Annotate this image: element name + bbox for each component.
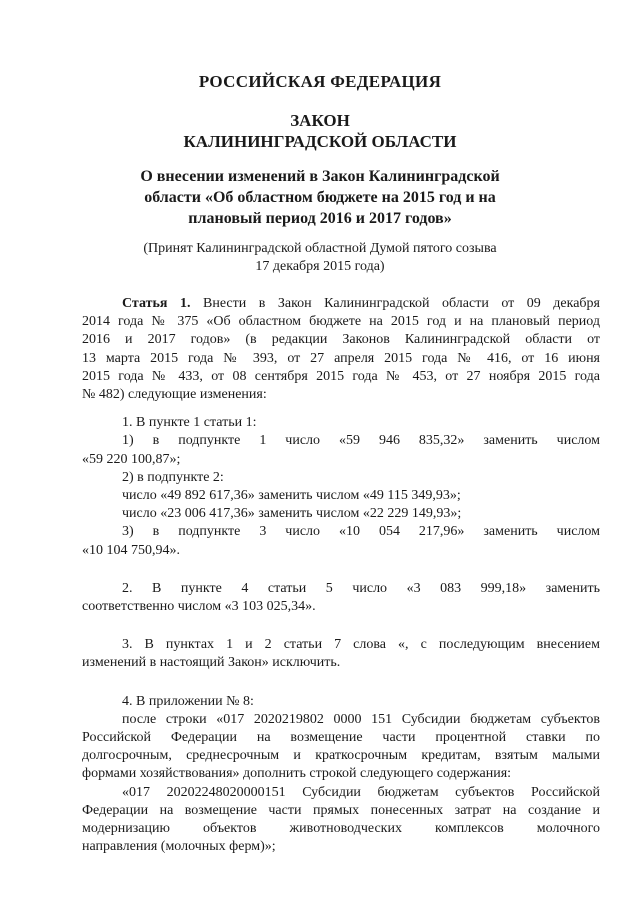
item-4-head: 4. В приложении № 8: xyxy=(122,693,254,709)
item-1-sub1-line2: «59 220 100,87»; xyxy=(82,451,181,467)
item-3-line1: 3. В пунктах 1 и 2 статьи 7 слова «, с последующим внесением xyxy=(122,637,600,653)
item-1-sub2-b: число «23 006 417,36» заменить числом «22 229 149,93»; xyxy=(122,506,462,522)
item-3 xyxy=(82,636,600,672)
adoption-note-line1: (Принят Калининградской областной Думой пятого созыва xyxy=(143,241,497,256)
item-1-sub3-line1: 3) в подпункте 3 число «10 054 217,96» заменить числом xyxy=(122,524,600,540)
law-title-line2: КАЛИНИНГРАДСКОЙ ОБЛАСТИ xyxy=(183,132,457,151)
item-2-line2: соответственно числом «3 103 025,34». xyxy=(82,599,316,615)
item-4-new-line2: Федерации на возмещение части прямых понесенных затрат на создание и xyxy=(82,802,600,818)
law-subject xyxy=(100,166,540,229)
item-1-sub1-line1: 1) в подпункте 1 число «59 946 835,32» заменить числом xyxy=(122,433,600,449)
item-4-after-line1: после строки «017 2020219802 0000 151 Субсидии бюджетам субъектов xyxy=(122,711,600,727)
law-title xyxy=(0,110,640,152)
country-title: РОССИЙСКАЯ ФЕДЕРАЦИЯ xyxy=(198,72,442,91)
article-1-line3: 2016 и 2017 годов» (в редакции Законов Калининградской области от xyxy=(82,332,600,348)
item-2-line1: 2. В пункте 4 статьи 5 число «3 083 999,18» заменить xyxy=(122,580,600,596)
item-1-sub3-line2: «10 104 750,94». xyxy=(82,542,180,558)
item-4-after-line4: формами хозяйствования» дополнить строкой следующего содержания: xyxy=(82,766,512,782)
article-1-line5: 2015 года № 433, от 08 сентября 2015 года № 453, от 27 ноября 2015 года xyxy=(82,368,600,384)
law-body xyxy=(82,295,600,856)
adoption-note xyxy=(120,240,520,276)
law-subject-line3: плановый период 2016 и 2017 годов» xyxy=(188,210,452,227)
law-subject-line2: области «Об областном бюджете на 2015 год и на xyxy=(144,189,496,206)
article-1-line1 xyxy=(82,295,600,313)
item-4 xyxy=(82,693,600,857)
item-3-line2: изменений в настоящий Закон» исключить. xyxy=(82,655,341,671)
article-1-label: Статья 1. xyxy=(122,296,191,311)
item-2 xyxy=(82,580,600,616)
item-1-sub2: 2) в подпункте 2: xyxy=(122,469,224,485)
article-1 xyxy=(82,295,600,404)
article-1-line6: № 482) следующие изменения: xyxy=(82,387,267,403)
item-4-new-line4: направления (молочных ферм)»; xyxy=(82,839,276,855)
item-4-after-line3: долгосрочным, среднесрочным и краткосрочным кредитам, взятым малыми xyxy=(82,748,600,764)
article-1-line2: 2014 года № 375 «Об областном бюджете на 2015 год и на плановый период xyxy=(82,314,600,330)
item-1-head: 1. В пункте 1 статьи 1: xyxy=(122,415,257,431)
item-1-sub2-a: число «49 892 617,36» заменить числом «49 115 349,93»; xyxy=(122,488,461,504)
item-4-new-line3: модернизацию объектов животноводческих комплексов молочного xyxy=(82,821,600,837)
item-1 xyxy=(82,414,600,560)
article-1-line4: 13 марта 2015 года № 393, от 27 апреля 2015 года № 416, от 16 июня xyxy=(82,350,600,366)
item-4-new-line1: «017 20202248020000151 Субсидии бюджетам субъектов Российской xyxy=(122,784,600,800)
law-title-line1: ЗАКОН xyxy=(290,111,350,130)
article-1-text: Внести в Закон Калининградской области от 09 декабря xyxy=(190,296,600,311)
item-4-after-line2: Российской Федерации на возмещение части процентной ставки по xyxy=(82,730,600,746)
adoption-note-line2: 17 декабря 2015 года) xyxy=(255,259,385,274)
law-subject-line1: О внесении изменений в Закон Калининградской xyxy=(140,168,500,185)
